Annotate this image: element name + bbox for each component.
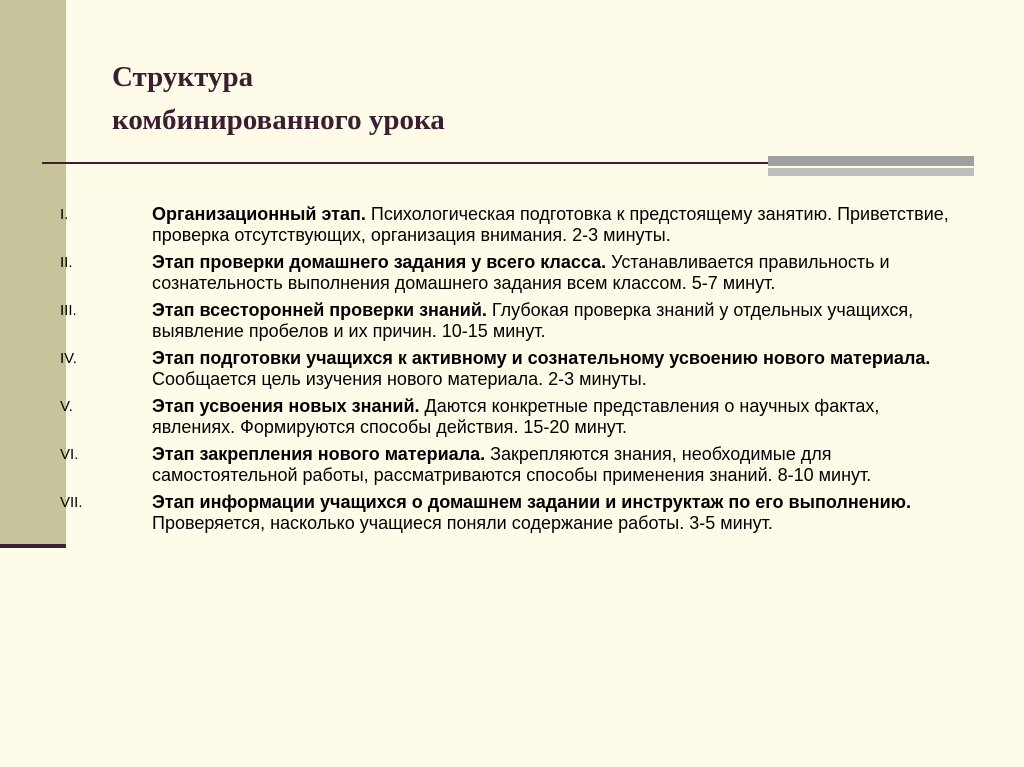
slide-title-line-2: комбинированного урока <box>112 104 445 136</box>
stage-description: Глубокая проверка знаний у отдельных учащихся, выявление пробелов и их причин. 10-15 минут. <box>152 300 914 341</box>
stage-numeral: VII. <box>60 494 83 511</box>
stage-heading: Организационный этап. <box>152 204 366 224</box>
stage-text <box>152 396 952 438</box>
stage-numeral: VI. <box>60 446 79 463</box>
stage-description: Даются конкретные представления о научных фактах, явлениях. Формируются способы действия. 15-20 минут. <box>152 396 880 437</box>
stage-text <box>152 300 952 342</box>
list-item <box>60 444 960 486</box>
list-item <box>60 300 960 342</box>
list-item <box>60 396 960 438</box>
lesson-stages-list <box>60 204 960 540</box>
stage-description: Сообщается цель изучения нового материала. 2-3 минуты. <box>152 369 647 389</box>
stage-text <box>152 492 952 534</box>
stage-description: Закрепляются знания, необходимые для самостоятельной работы, рассматриваются способы применения знаний. 8-10 минут. <box>152 444 872 485</box>
stage-numeral: I. <box>60 206 69 223</box>
slide-title-line-1: Структура <box>112 61 254 93</box>
side-bar-rule <box>0 544 66 548</box>
side-bar-decoration <box>0 0 66 546</box>
stage-heading: Этап всесторонней проверки знаний. <box>152 300 487 320</box>
stage-text <box>152 348 952 390</box>
stage-text <box>152 204 952 246</box>
stage-numeral: V. <box>60 398 73 415</box>
stage-numeral: II. <box>60 254 73 271</box>
title-accent-bar <box>768 156 974 166</box>
list-item <box>60 492 960 534</box>
stage-heading: Этап информации учащихся о домашнем задании и инструктаж по его выполнению. <box>152 492 912 512</box>
stage-description: Проверяется, насколько учащиеся поняли содержание работы. 3-5 минут. <box>152 513 773 533</box>
stage-numeral: IV. <box>60 350 77 367</box>
stage-heading: Этап усвоения новых знаний. <box>152 396 420 416</box>
stage-text <box>152 444 952 486</box>
stage-description: Устанавливается правильность и сознательность выполнения домашнего задания всем классом. 5-7 минут. <box>152 252 890 293</box>
stage-heading: Этап проверки домашнего задания у всего класса. <box>152 252 607 272</box>
stage-heading: Этап подготовки учащихся к активному и сознательному усвоению нового материала. <box>152 348 931 368</box>
stage-heading: Этап закрепления нового материала. <box>152 444 486 464</box>
stage-description: Психологическая подготовка к предстоящему занятию. Приветствие, проверка отсутствующих, организация внимания. 2-3 минуты. <box>152 204 949 245</box>
stage-text <box>152 252 952 294</box>
list-item <box>60 348 960 390</box>
list-item <box>60 252 960 294</box>
title-accent-bar-lower <box>768 168 974 176</box>
list-item <box>60 204 960 246</box>
slide-title <box>112 56 445 142</box>
stage-numeral: III. <box>60 302 77 319</box>
